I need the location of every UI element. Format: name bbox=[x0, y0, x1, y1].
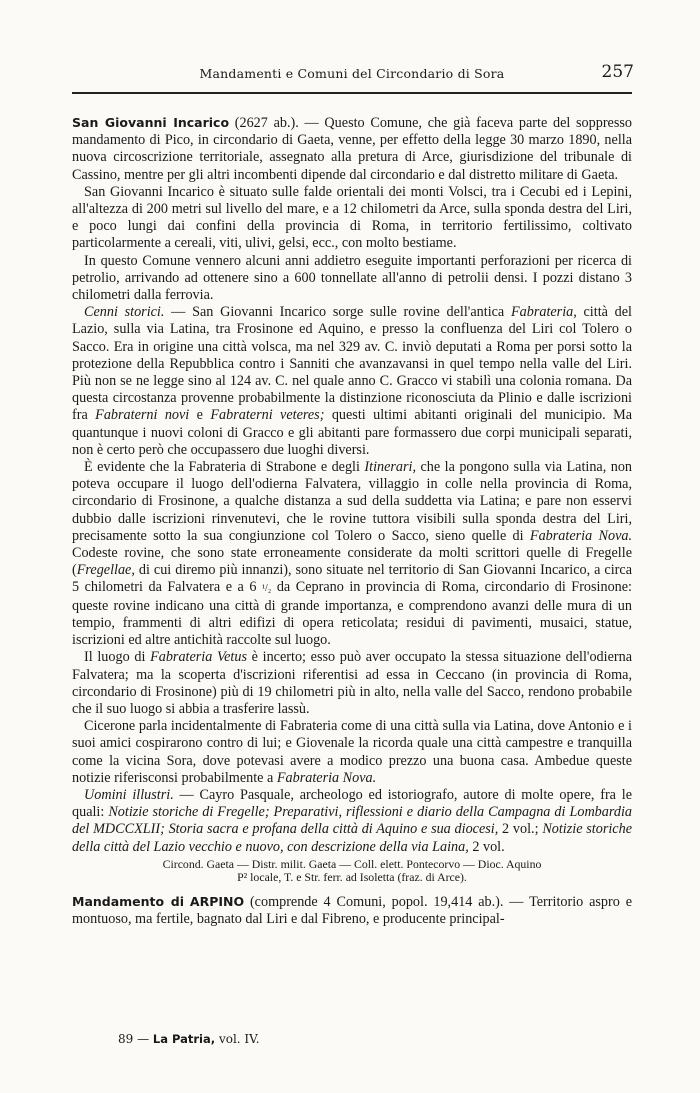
paragraph-mandamento-arpino: Mandamento di ARPINO (comprende 4 Comuni, popol. 19,414 ab.). — Territorio aspro e montuoso, ma fertile, bagnato dal Liri e dal Fibreno, e producente principal- bbox=[72, 893, 632, 927]
paragraph-fabrateria-vetus: Il luogo di Fabrateria Vetus è incerto; esso può aver occupato la stessa situazione dell'odierna Falvatera; ma la scoperta d'iscrizioni riferentisi ad essa in Ceccano (in provincia di Roma, circondario di Frosinone) più di 19 chilometri più in alto, nella valle del Sacco, rendono probabile che il suo luogo si abbia a trasferire lassù. bbox=[72, 649, 632, 717]
paragraph-illustrious-men: Uomini illustri. — Cayro Pasquale, archeologo ed istoriografo, autore di molte opere, fra le quali: Notizie storiche di Fregelle; Preparativi, riflessioni e diario della Campagna di Lombardia del MDCCXLII; Storia sacra e profana della città di Aquino e sua diocesi, 2 vol.; Notizie storiche della città del Lazio vecchio e nuovo, con descrizione della via Laina, 2 vol. bbox=[72, 786, 632, 855]
header-rule bbox=[72, 92, 632, 94]
administrative-info: Circond. Gaeta — Distr. milit. Gaeta — Coll. elett. Pontecorvo — Dioc. Aquino P² locale, T. e Str. ferr. ad Isoletta (fraz. di Arce). bbox=[162, 856, 542, 885]
paragraph-location: San Giovanni Incarico è situato sulle falde orientali dei monti Volsci, tra i Cecubi ed i Lepini, all'altezza di 200 metri sul livello del mare, e a 12 chilometri da Arce, sulla sponda destra del Liri, e poco lungi dai confini della provincia di Roma, in territorio fertilissimo, coltivato particolarmente a cereali, viti, ulivi, gelsi, ecc., con molto bestiame. bbox=[72, 183, 632, 252]
entry-name: San Giovanni Incarico bbox=[72, 115, 230, 130]
page-body bbox=[72, 114, 632, 928]
paragraph-san-giovanni-intro: San Giovanni Incarico (2627 ab.). — Questo Comune, che già faceva parte del soppresso mandamento di Pico, in circondario di Gaeta, venne, per effetto della legge 30 marzo 1890, nella nuova circoscrizione territoriale, assegnato alla pretura di Arce, giurisdizione del tribunale di Cassino, mentre per gli altri incombenti dipende dal circondario e dal distretto militare di Gaeta. bbox=[72, 115, 632, 183]
paragraph-cicerone: Cicerone parla incidentalmente di Fabrateria come di una città sulla via Latina, dove Antonio e i suoi amici cospirarono contro di lui; e Giovenale la ricorda quale una città campestre e tranquilla come la vicina Sora, dove potevasi avere a modico prezzo una buona casa. Ambedue queste notizie riferisconsi probabilmente a Fabrateria Nova. bbox=[72, 718, 632, 786]
paragraph-fabrateria-nova: È evidente che la Fabrateria di Strabone e degli Itinerari, che la pongono sulla via Latina, non poteva occupare il luogo dell'odierna Falvatera, villaggio in colle nella provincia di Roma, circondario di Frosinone, a qualche distanza a sud della suddetta via Latina; e pare non esservi dubbio dalle iscrizioni rinvenutevi, che le rovine tuttora visibili sulla sponda destra del Liri, precisamente sotto la sua congiunzione col Tolero o Sacco, sieno quelle di Fabrateria Nova. Codeste rovine, che sono state erroneamente considerate da molti scrittori quelle di Fregelle (Fregellae, di cui diremo più innanzi), sono situate nel territorio di San Giovanni Incarico, a circa 5 chilometri da Falvatera e a 6 ¹/₂ da Ceprano in provincia di Roma, circondario di Frosinone: queste rovine indicano una città di grande importanza, e comprendono avanzi delle mura di un tempio, frammenti di altri edifizi di opera reticolata; residui di pavimenti, musaici, statue, iscrizioni ed altre antichità raccolte sul luogo. bbox=[72, 459, 633, 649]
page-footer bbox=[118, 1032, 260, 1046]
page-number: 257 bbox=[601, 62, 634, 82]
section-lead-uomini-illustri: Uomini illustri. bbox=[84, 786, 174, 803]
entry-name-arpino: ARPINO bbox=[189, 893, 245, 909]
running-header bbox=[70, 62, 634, 86]
book-title: La Patria, bbox=[152, 1032, 216, 1046]
paragraph-historical-notes: Cenni storici. — San Giovanni Incarico sorge sulle rovine dell'antica Fabrateria, città del Lazio, sulla via Latina, tra Frosinone ed Aquino, e presso la confluenza del Liri col Tolero o Sacco. Era in origine una città volsca, ma nel 329 av. C. inviò deputati a Roma per porsi sotto la protezione della Repubblica contro i Sanniti che avanzavansi in quel tempo nella valle del Liri. Più non se ne legge sino al 124 av. C. nel quale anno C. Gracco vi stabilì una colonia romana. Da questa circostanza provenne probabilmente la distinzione riconosciuta da Plinio e dalle iscrizioni fra Fabraterni novi e Fabraterni veteres; questi ultimi abitanti originali del municipio. Ma quantunque i nuovi coloni di Gracco e gli abitanti pare formassero due corpi municipali separati, non è certo però che occupassero due luoghi diversi. bbox=[72, 304, 632, 458]
volume-label: vol. IV. bbox=[215, 1032, 260, 1046]
paragraph-petroleum: In questo Comune vennero alcuni anni addietro eseguite importanti perforazioni per ricerca di petrolio, arrivando ad ottenere sino a 600 tonnellate all'anno di petrolii densi. I pozzi distano 3 chilometri dalla ferrovia. bbox=[72, 252, 632, 304]
header-title: Mandamenti e Comuni del Circondario di Sora bbox=[199, 66, 505, 81]
section-lead-cenni-storici: Cenni storici. bbox=[84, 304, 165, 321]
sheet-signature: 89 — bbox=[118, 1032, 150, 1046]
